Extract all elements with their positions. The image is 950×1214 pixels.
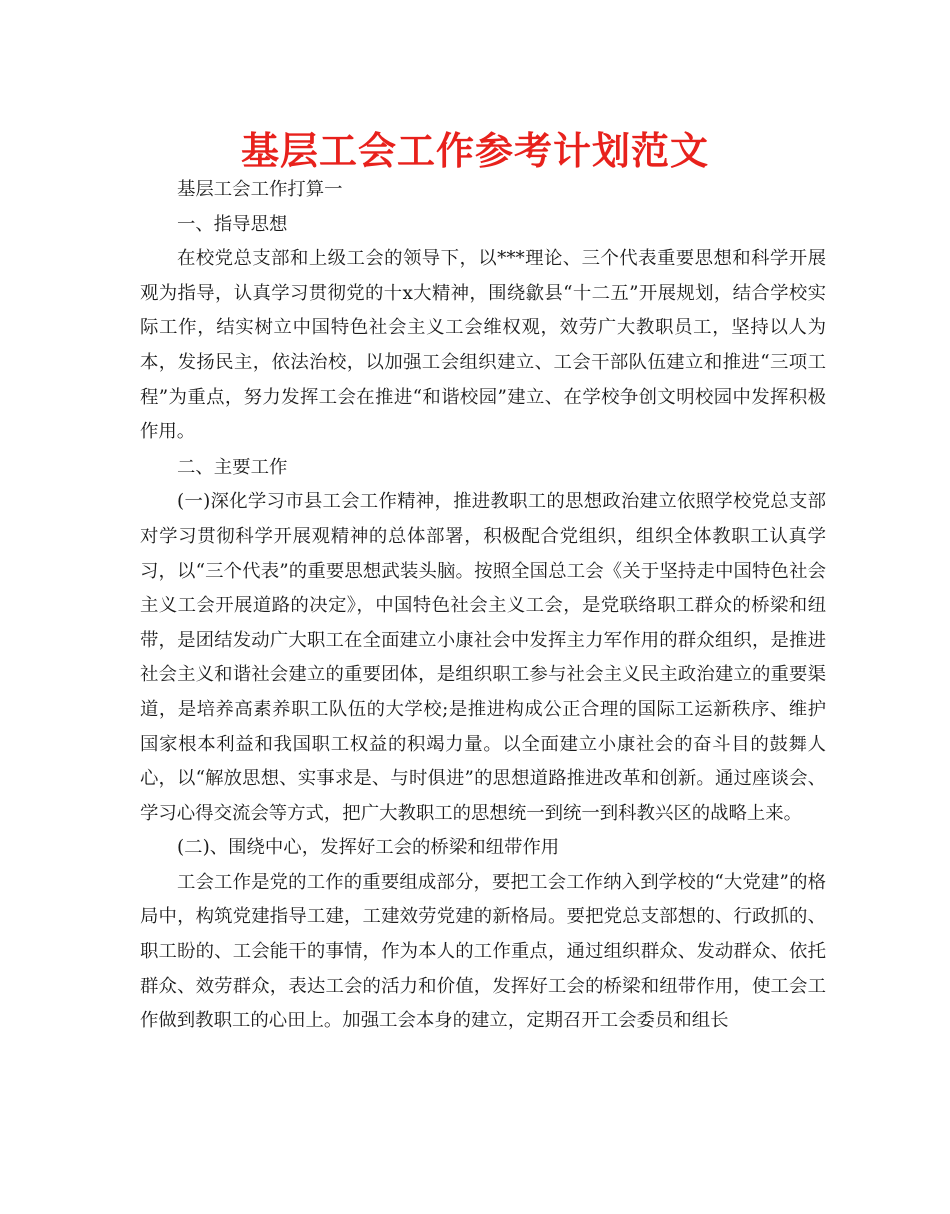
item2-paragraph: 工会工作是党的工作的重要组成部分，要把工会工作纳入到学校的“大党建”的格局中，构筑党建指导工建，工建效劳党建的新格局。要把党总支部想的、行政抓的、职工盼的、工会能干的事情，作为本人的工作重点，通过组织群众、发动群众、依托群众、效劳群众，表达工会的活力和价值，发挥好工会的桥梁和纽带作用，使工会工作做到教职工的心田上。加强工会本身的建立，定期召开工会委员和组长 [140,871,826,1032]
document-body [140,173,826,1039]
item2-heading: (二)、围绕中心，发挥好工会的桥梁和纽带作用 [177,837,560,859]
section1-heading: 一、指导思想 [177,213,288,235]
document-subtitle: 基层工会工作打算一 [177,179,343,200]
section2-heading: 二、主要工作 [177,456,288,478]
document-title: 基层工会工作参考计划范文 [240,129,709,173]
item1-paragraph: (一)深化学习市县工会工作精神，推进教职工的思想政治建立依照学校党总支部对学习贯彻科学开展观精神的总体部署，积极配合党组织，组织全体教职工认真学习，以“三个代表”的重要思想武装头脑。按照全国总工会《关于坚持走中国特色社会主义工会开展道路的决定》，中国特色社会主义工会，是党联络职工群众的桥梁和纽带，是团结发动广大职工在全面建立小康社会中发挥主力军作用的群众组织，是推进社会主义和谐社会建立的重要团体，是组织职工参与社会主义民主政治建立的重要渠道，是培养高素养职工队伍的大学校;是推进构成公正合理的国际工运新秩序、维护国家根本利益和我国职工权益的积竭力量。以全面建立小康社会的奋斗目的鼓舞人心，以“解放思想、实事求是、与时俱进”的思想道路推进改革和创新。通过座谈会、学习心得交流会等方式，把广大教职工的思想统一到统一到科教兴区的战略上来。 [140,491,826,824]
section1-paragraph: 在校党总支部和上级工会的领导下，以***理论、三个代表重要思想和科学开展观为指导，认真学习贯彻党的十x大精神，围绕歙县“十二五”开展规划，结合学校实际工作，结实树立中国特色社会主义工会维权观，效劳广大教职员工，坚持以人为本，发扬民主，依法治校，以加强工会组织建立、工会干部队伍建立和推进“三项工程”为重点，努力发挥工会在推进“和谐校园”建立、在学校争创文明校园中发挥积极作用。 [140,248,826,443]
